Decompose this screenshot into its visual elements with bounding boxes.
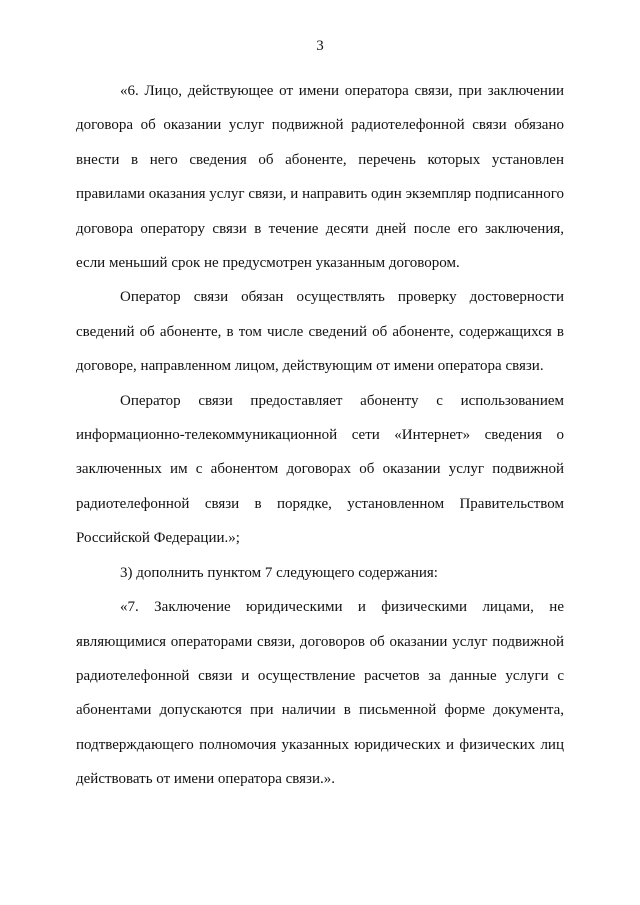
paragraph-operator-verification: Оператор связи обязан осуществлять проверку достоверности сведений об абоненте, в том числе сведений об абоненте, содержащихся в договоре, направленном лицом, действующим от имени оператора связи. bbox=[76, 289, 564, 375]
paragraph-operator-internet-info: Оператор связи предоставляет абоненту с использованием информационно-телекоммуникационной сети «Интернет» сведения о заключенных им с абонентом договорах об оказании услуг подвижной радиотелефонной связи в порядке, установленном Правительством Российской Федерации.»; bbox=[76, 392, 564, 547]
page-number: 3 bbox=[316, 38, 324, 54]
paragraph-amendment-3: 3) дополнить пунктом 7 следующего содержания: bbox=[120, 564, 438, 581]
paragraph-item-7: «7. Заключение юридическими и физическими лицами, не являющимися операторами связи, договоров об оказании услуг подвижной радиотелефонной связи и осуществление расчетов за данные услуги с абонентами допускаются при наличии в письменной форме документа, подтверждающего полномочия указанных юридических и физических лиц действовать от имени оператора связи.». bbox=[76, 599, 564, 788]
paragraph-item-6: «6. Лицо, действующее от имени оператора связи, при заключении договора об оказании услуг подвижной радиотелефонной связи обязано внести в него сведения об абоненте, перечень которых установлен правилами оказания услуг связи, и направить один экземпляр подписанного договора оператору связи в течение десяти дней после его заключения, если меньший срок не предусмотрен указанным договором. bbox=[76, 83, 564, 272]
document-body bbox=[76, 74, 564, 797]
